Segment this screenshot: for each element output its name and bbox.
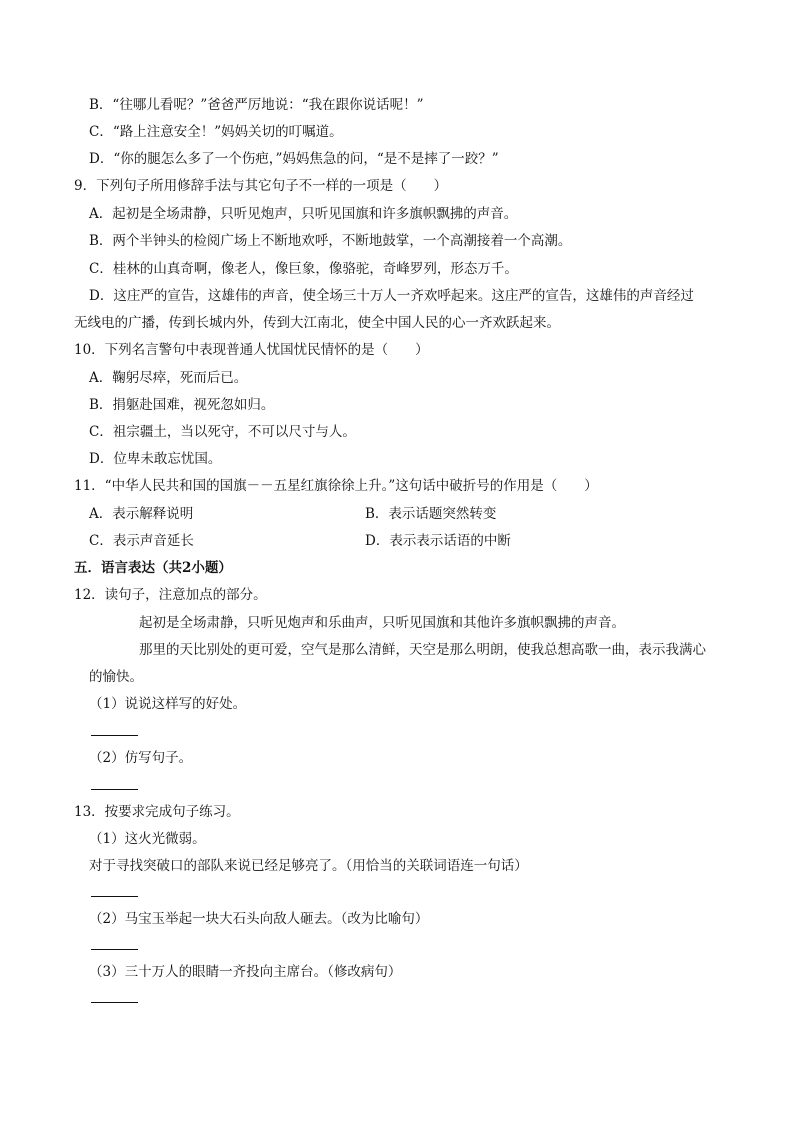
- q12-answer-blank-1[interactable]: [91, 735, 138, 736]
- q13-answer-blank-3[interactable]: [91, 1002, 138, 1003]
- q9-option-a: A．起初是全场肃静，只听见炮声，只听见国旗和许多旗帜飘拂的声音。: [89, 206, 518, 222]
- q12-subquestion-1: （1）说说这样写的好处。: [89, 696, 247, 712]
- q12-sentence-2-continued: 的愉快。: [89, 669, 143, 685]
- q9-option-d-continued: 无线电的广播，传到长城内外，传到大江南北，使全中国人民的心一齐欢跃起来。: [74, 315, 560, 331]
- q12-stem: 12．读句子，注意加点的部分。: [74, 587, 267, 603]
- q11-option-a: A．表示解释说明: [89, 506, 194, 522]
- q13-subquestion-1-instruction: 对于寻找突破口的部队来说已经足够亮了。（用恰当的关联词语连一句话）: [89, 858, 528, 874]
- q10-option-c: C．祖宗疆土，当以死守，不可以尺寸与人。: [89, 424, 356, 440]
- q12-subquestion-2: （2）仿写句子。: [89, 750, 193, 766]
- q10-option-b: B．捐躯赴国难，视死忽如归。: [89, 397, 275, 413]
- q8-option-d: D．“你的腿怎么多了一个伤疤，”妈妈焦急的问，“是不是摔了一跤？”: [89, 151, 499, 167]
- q9-option-d: D．这庄严的宣告，这雄伟的声音，使全场三十万人一齐欢呼起来。这庄严的宣告，这雄伟的声音经过: [89, 288, 694, 304]
- q9-option-b: B．两个半钟头的检阅广场上不断地欢呼，不断地鼓掌，一个高潮接着一个高潮。: [89, 233, 572, 249]
- q11-option-d: D．表示表示话语的中断: [365, 533, 511, 549]
- q10-stem: 10．下列名言警句中表现普通人忧国忧民情怀的是（ ）: [74, 342, 429, 358]
- q13-subquestion-2: （2）马宝玉举起一块大石头向敌人砸去。（改为比喻句）: [89, 911, 429, 927]
- q13-answer-blank-1[interactable]: [91, 896, 138, 897]
- q13-subquestion-3: （3）三十万人的眼睛一齐投向主席台。（修改病句）: [89, 964, 402, 980]
- q13-subquestion-1: （1）这火光微弱。: [89, 831, 206, 847]
- q12-answer-blank-2[interactable]: [91, 789, 138, 790]
- q13-stem: 13．按要求完成句子练习。: [74, 804, 240, 820]
- q8-option-c: C．“路上注意安全！”妈妈关切的叮嘱道。: [89, 124, 343, 140]
- q11-option-b: B．表示话题突然转变: [365, 506, 497, 522]
- q13-answer-blank-2[interactable]: [91, 949, 138, 950]
- q10-option-d: D．位卑未敢忘忧国。: [89, 451, 222, 467]
- q10-option-a: A．鞠躬尽瘁，死而后已。: [89, 370, 248, 386]
- q12-sentence-2: 那里的天比别处的更可爱，空气是那么清鲜，天空是那么明朗，使我总想高歌一曲，表示我满心: [139, 642, 706, 658]
- q9-stem: 9．下列句子所用修辞手法与其它句子不一样的一项是（ ）: [74, 178, 448, 194]
- q12-sentence-1: 起初是全场肃静，只听见炮声和乐曲声，只听见国旗和其他许多旗帜飘拂的声音。: [139, 615, 625, 631]
- q11-stem: 11．“中华人民共和国的国旗－－五星红旗徐徐上升。”这句话中破折号的作用是（ ）: [74, 478, 598, 494]
- section-5-heading: 五．语言表达（共2小题）: [74, 560, 232, 576]
- q8-option-b: B．“往哪儿看呢？”爸爸严厉地说：“我在跟你说话呢！”: [89, 97, 424, 113]
- q9-option-c: C．桂林的山真奇啊，像老人，像巨象，像骆驼，奇峰罗列，形态万千。: [89, 261, 518, 277]
- q11-option-c: C．表示声音延长: [89, 533, 194, 549]
